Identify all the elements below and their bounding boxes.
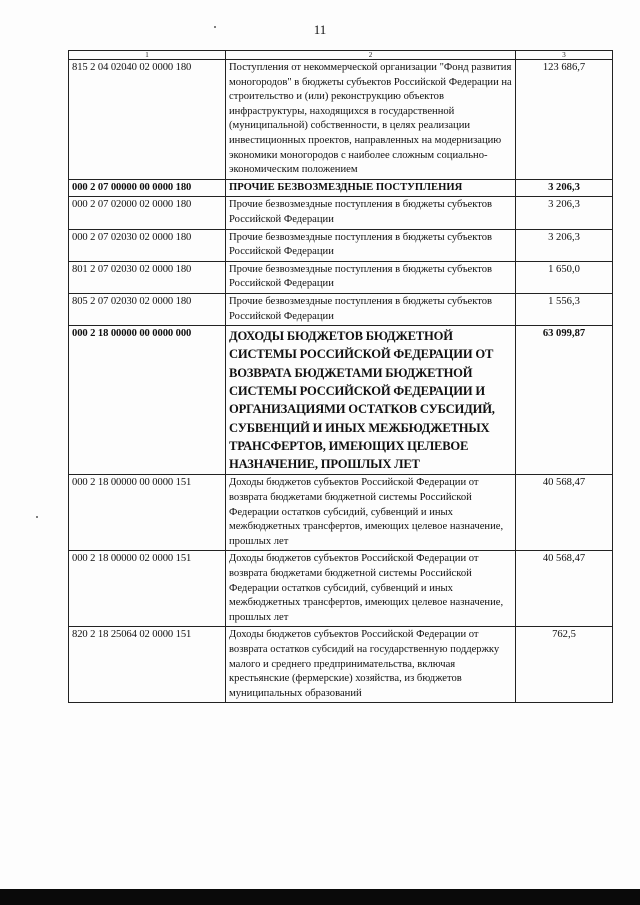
table-row xyxy=(69,229,613,261)
row-amount: 3 206,3 xyxy=(516,179,613,197)
scan-edge-bar xyxy=(0,889,640,905)
scan-speck xyxy=(214,26,216,28)
table-row xyxy=(69,475,613,551)
budget-table xyxy=(68,50,613,703)
row-code: 000 2 18 00000 02 0000 151 xyxy=(69,551,226,627)
row-code: 000 2 07 02000 02 0000 180 xyxy=(69,197,226,229)
page-number: 11 xyxy=(313,22,327,37)
column-header-name: 2 xyxy=(226,51,516,60)
row-amount: 3 206,3 xyxy=(516,229,613,261)
row-code: 000 2 18 00000 00 0000 000 xyxy=(69,326,226,475)
row-amount: 40 568,47 xyxy=(516,551,613,627)
column-header-amount: 3 xyxy=(516,51,613,60)
row-name: Прочие безвозмездные поступления в бюджеты субъектов Российской Федерации xyxy=(226,261,516,293)
row-code: 805 2 07 02030 02 0000 180 xyxy=(69,293,226,325)
table-row xyxy=(69,326,613,475)
row-name: ПРОЧИЕ БЕЗВОЗМЕЗДНЫЕ ПОСТУПЛЕНИЯ xyxy=(226,179,516,197)
table-row xyxy=(69,293,613,325)
row-code: 815 2 04 02040 02 0000 180 xyxy=(69,60,226,180)
table-row xyxy=(69,197,613,229)
row-amount: 123 686,7 xyxy=(516,60,613,180)
table-row xyxy=(69,551,613,627)
row-code: 820 2 18 25064 02 0000 151 xyxy=(69,627,226,703)
scan-speck xyxy=(36,516,38,518)
row-amount: 1 650,0 xyxy=(516,261,613,293)
row-amount: 63 099,87 xyxy=(516,326,613,475)
table-row xyxy=(69,179,613,197)
row-name: Прочие безвозмездные поступления в бюджеты субъектов Российской Федерации xyxy=(226,229,516,261)
table-row xyxy=(69,60,613,180)
row-amount: 762,5 xyxy=(516,627,613,703)
row-name: Доходы бюджетов субъектов Российской Федерации от возврата бюджетами бюджетной системы Российской Федерации остатков субсидий, субвенций и иных межбюджетных трансфертов, имеющих целевое назначение, прошлых лет xyxy=(226,475,516,551)
table-row xyxy=(69,261,613,293)
row-name: Доходы бюджетов субъектов Российской Федерации от возврата остатков субсидий на государственную поддержку малого и среднего предпринимательства, включая крестьянские (фермерские) хозяйства, из бюджетов муниципальных образований xyxy=(226,627,516,703)
row-name: ДОХОДЫ БЮДЖЕТОВ БЮДЖЕТНОЙ СИСТЕМЫ РОССИЙСКОЙ ФЕДЕРАЦИИ ОТ ВОЗВРАТА БЮДЖЕТАМИ БЮДЖЕТНОЙ СИСТЕМЫ РОССИЙСКОЙ ФЕДЕРАЦИИ И ОРГАНИЗАЦИЯМИ ОСТАТКОВ СУБСИДИЙ, СУБВЕНЦИЙ И ИНЫХ МЕЖБЮДЖЕТНЫХ ТРАНСФЕРТОВ, ИМЕЮЩИХ ЦЕЛЕВОЕ НАЗНАЧЕНИЕ, ПРОШЛЫХ ЛЕТ xyxy=(226,326,516,475)
row-name: Поступления от некоммерческой организации "Фонд развития моногородов" в бюджеты субъектов Российской Федерации на строительство и (или) реконструкцию объектов инфраструктуры, находящихся в государственной (муниципальной) собственности, в целях реализации инвестиционных проектов, направленных на модернизацию экономики моногородов с наиболее сложным социально-экономическим положением xyxy=(226,60,516,180)
row-amount: 3 206,3 xyxy=(516,197,613,229)
row-name: Доходы бюджетов субъектов Российской Федерации от возврата бюджетами бюджетной системы Российской Федерации остатков субсидий, субвенций и иных межбюджетных трансфертов, имеющих целевое назначение, прошлых лет xyxy=(226,551,516,627)
row-code: 801 2 07 02030 02 0000 180 xyxy=(69,261,226,293)
row-name: Прочие безвозмездные поступления в бюджеты субъектов Российской Федерации xyxy=(226,197,516,229)
row-code: 000 2 18 00000 00 0000 151 xyxy=(69,475,226,551)
row-amount: 1 556,3 xyxy=(516,293,613,325)
table-header-row xyxy=(69,51,613,60)
row-code: 000 2 07 00000 00 0000 180 xyxy=(69,179,226,197)
row-code: 000 2 07 02030 02 0000 180 xyxy=(69,229,226,261)
row-name: Прочие безвозмездные поступления в бюджеты субъектов Российской Федерации xyxy=(226,293,516,325)
row-amount: 40 568,47 xyxy=(516,475,613,551)
column-header-code: 1 xyxy=(69,51,226,60)
table-row xyxy=(69,627,613,703)
